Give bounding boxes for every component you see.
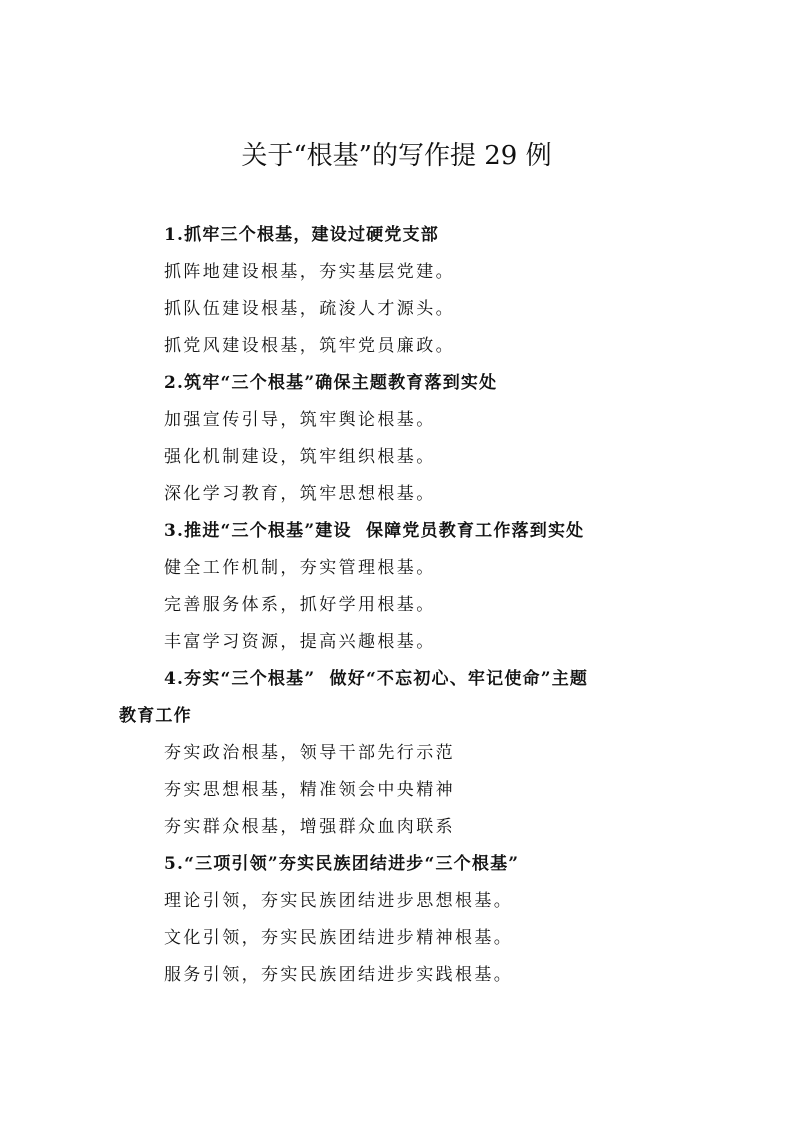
section-heading-continuation: 教育工作	[119, 706, 192, 726]
section-item: 抓党风建设根基，筑牢党员廉政。	[164, 336, 455, 356]
section-item: 加强宣传引导，筑牢舆论根基。	[164, 410, 436, 430]
section-5	[119, 846, 689, 994]
section-item: 抓阵地建设根基，夯实基层党建。	[164, 262, 455, 282]
section-3	[119, 513, 689, 661]
section-heading: 2.筑牢“三个根基”确保主题教育落到实处	[164, 373, 498, 393]
section-item: 强化机制建设，筑牢组织根基。	[164, 447, 436, 467]
section-item: 夯实政治根基，领导干部先行示范	[164, 743, 455, 763]
section-2	[119, 365, 689, 513]
section-item: 服务引领，夯实民族团结进步实践根基。	[164, 965, 514, 985]
section-item: 抓队伍建设根基，疏浚人才源头。	[164, 299, 455, 319]
document-body	[119, 217, 689, 994]
section-4	[119, 661, 689, 846]
section-item: 深化学习教育，筑牢思想根基。	[164, 484, 436, 504]
section-item: 夯实思想根基，精准领会中央精神	[164, 780, 455, 800]
section-1	[119, 217, 689, 365]
section-heading: 5.“三项引领”夯实民族团结进步“三个根基”	[164, 854, 520, 874]
section-item: 完善服务体系，抓好学用根基。	[164, 595, 436, 615]
section-item: 理论引领，夯实民族团结进步思想根基。	[164, 891, 514, 911]
section-item: 丰富学习资源，提高兴趣根基。	[164, 632, 436, 652]
section-heading: 3.推进“三个根基”建设 保障党员教育工作落到实处	[164, 521, 585, 541]
section-item: 夯实群众根基，增强群众血肉联系	[164, 817, 455, 837]
section-heading: 4.夯实“三个根基” 做好“不忘初心、牢记使命”主题	[164, 669, 589, 689]
section-item: 健全工作机制，夯实管理根基。	[164, 558, 436, 578]
document-title: 关于“根基”的写作提 29 例	[241, 141, 552, 171]
section-heading: 1.抓牢三个根基，建设过硬党支部	[164, 225, 439, 245]
section-item: 文化引领，夯实民族团结进步精神根基。	[164, 928, 514, 948]
